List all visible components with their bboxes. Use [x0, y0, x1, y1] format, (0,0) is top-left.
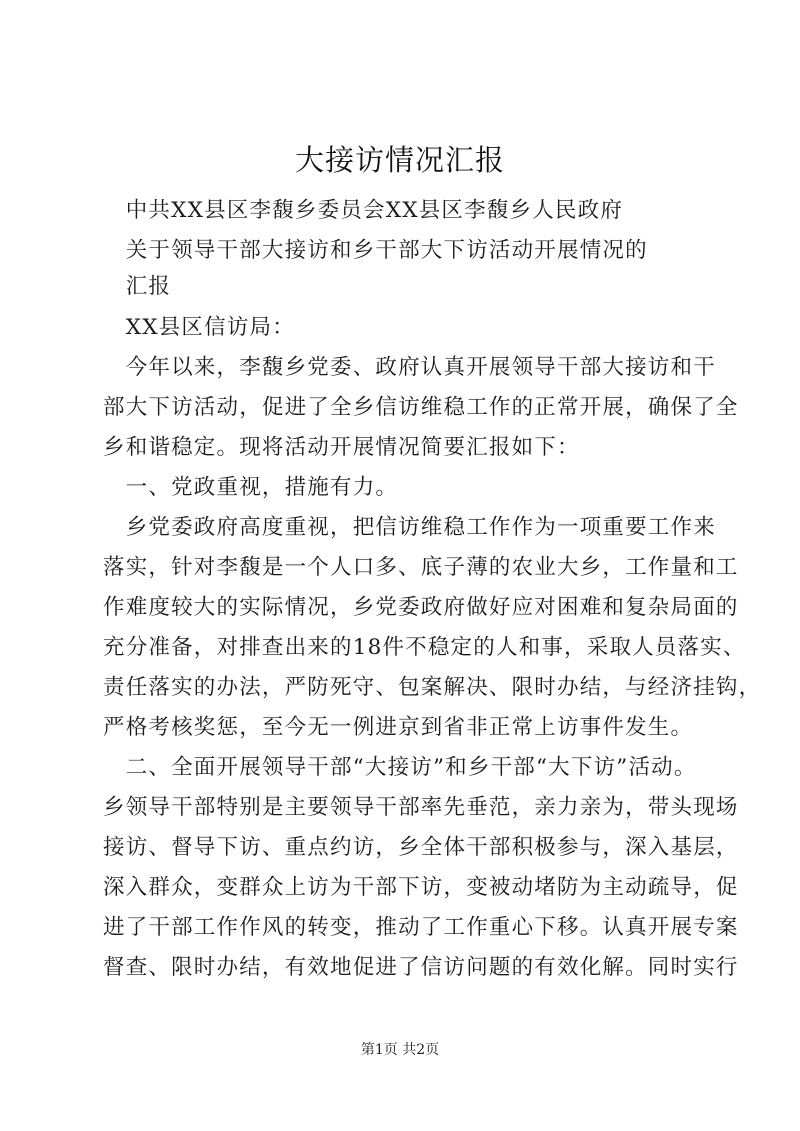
body-line: 督查、限时办结，有效地促进了信访问题的有效化解。同时实行: [103, 955, 739, 980]
body-line: 今年以来，李馥乡党委、政府认真开展领导干部大接访和干: [103, 355, 716, 380]
body-line: 作难度较大的实际情况，乡党委政府做好应对困难和复杂局面的: [103, 595, 739, 620]
body-line: 乡党委政府高度重视，把信访维稳工作作为一项重要工作来: [103, 515, 716, 540]
section-heading: 二、全面开展领导干部“大接访”和乡干部“大下访”活动。: [103, 755, 697, 780]
page-footer: 第1页 共2页: [360, 1042, 440, 1058]
body-line: XX县区信访局：: [103, 315, 295, 340]
body-line: 乡领导干部特别是主要领导干部率先垂范，亲力亲为，带头现场: [103, 795, 739, 820]
body-line: 责任落实的办法，严防死守、包案解决、限时办结，与经济挂钩，: [103, 675, 762, 700]
body-line: 中共XX县区李馥乡委员会XX县区李馥乡人民政府: [103, 198, 624, 223]
body-line: 严格考核奖惩，至今无一例进京到省非正常上访事件发生。: [103, 715, 694, 740]
body-line: 乡和谐稳定。现将活动开展情况简要汇报如下：: [103, 435, 580, 460]
body-line: 深入群众，变群众上访为干部下访，变被动堵防为主动疏导，促: [103, 875, 739, 900]
section-heading: 一、党政重视，措施有力。: [103, 475, 399, 500]
body-line: 充分准备，对排查出来的18件不稳定的人和事，采取人员落实、: [103, 635, 746, 660]
body-line: 接访、督导下访、重点约访，乡全体干部积极参与，深入基层，: [103, 835, 739, 860]
body-line: 汇报: [103, 274, 172, 299]
body-line: 落实，针对李馥是一个人口多、底子薄的农业大乡，工作量和工: [103, 555, 739, 580]
body-line: 关于领导干部大接访和乡干部大下访活动开展情况的: [103, 238, 648, 263]
body-line: 进了干部工作作风的转变，推动了工作重心下移。认真开展专案: [103, 915, 739, 940]
body-line: 部大下访活动，促进了全乡信访维稳工作的正常开展，确保了全: [103, 395, 739, 420]
document-title: 大接访情况汇报: [294, 143, 505, 177]
